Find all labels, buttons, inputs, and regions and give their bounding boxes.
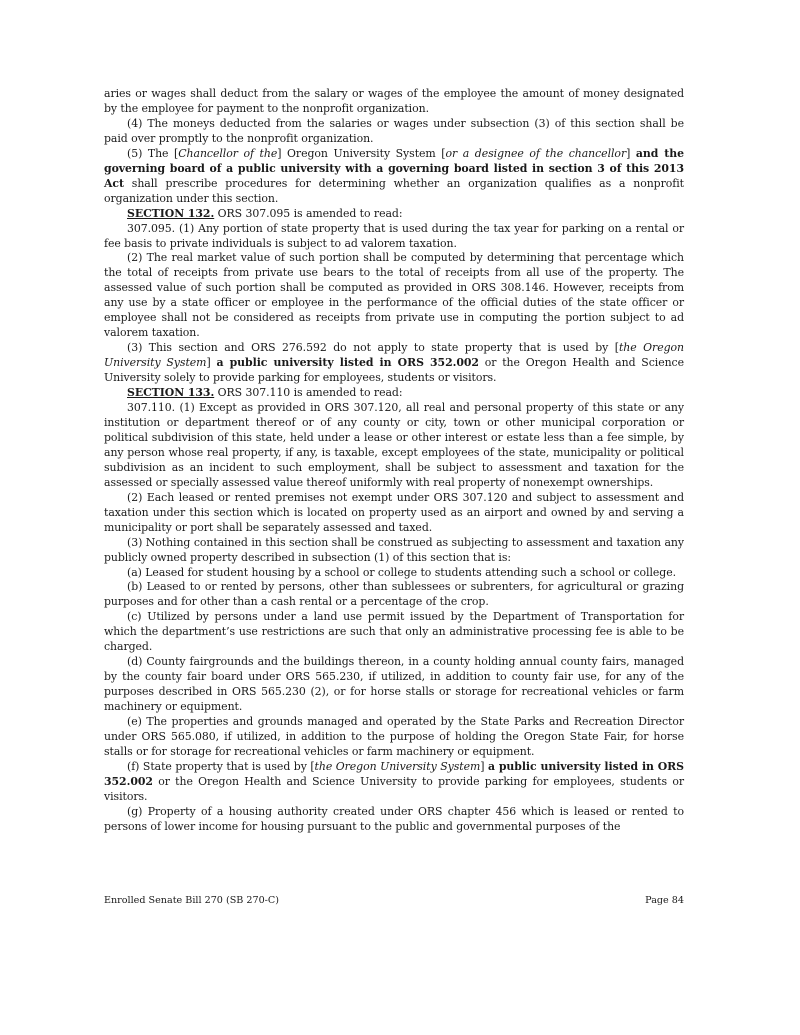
text-run: shall prescribe procedures for determining whether an organization qualifies as a nonprofit organization under this section. [104,176,684,205]
paragraph [104,580,684,610]
text-run: aries or wages shall deduct from the salary or wages of the employee the amount of money designated by the employee for payment to the nonprofit organization. [104,87,684,115]
amendment-added-text: and the governing board of a public university with a governing board listed in section 3 of this 2013 Act [104,146,684,190]
text-run: (a) Leased for student housing by a school or college to students attending such a school or college. [127,565,677,579]
text-run: ] [626,146,636,160]
text-run: (4) The moneys deducted from the salaries or wages under subsection (3) of this section shall be paid over promptly to the nonprofit organization. [104,116,684,145]
paragraph [104,147,684,207]
paragraph [104,386,684,401]
amendment-added-text: a public university listed in ORS 352.002 [216,356,479,370]
text-run: 307.110. (1) Except as provided in ORS 307.120, all real and personal property of this state or any institution or department thereof or of any county or city, town or other municipal corporation or political subdivision of this state, held under a lease or other interest or estate less than a fee simple, by any person whose real property, if any, is taxable, except employees of the state, municipality or political subdivision as an incident to such employment, shall be subject to assessment and taxation for the assessed or specially assessed value thereof uniformly with real property of nonexempt ownerships. [104,401,684,489]
amendment-deleted-text: the Oregon University System [314,759,481,773]
page-number: Page 84 [645,895,684,906]
paragraph [104,207,684,222]
paragraph [104,117,684,147]
paragraph [104,760,684,805]
text-run: 307.095. (1) Any portion of state property that is used during the tax year for parking on a rental or fee basis to private individuals is subject to ad valorem taxation. [104,221,684,250]
text-run: (5) The [ [127,146,179,160]
paragraph [104,251,684,341]
text-run: ] Oregon University System [ [277,146,446,160]
amendment-deleted-text: the Oregon University System [104,341,685,370]
text-run: (3) This section and ORS 276.592 do not apply to state property that is used by [ [127,341,619,355]
text-run: ] [480,759,488,773]
text-run: ] [206,356,217,370]
amendment-deleted-text: Chancellor of the [178,146,278,160]
amendment-deleted-text: or a designee of the chancellor [445,146,627,160]
text-run: (3) Nothing contained in this section shall be construed as subjecting to assessment and taxation any publicly owned property described in subsection (1) of this section that is: [104,535,684,564]
paragraph [104,536,684,566]
text-run: or the Oregon Health and Science University solely to provide parking for employees, students or visitors. [104,356,684,385]
text-run: (f) State property that is used by [ [127,759,315,773]
paragraph [104,655,684,715]
paragraph [104,341,684,386]
page-footer [104,895,684,906]
text-run: (2) Each leased or rented premises not exempt under ORS 307.120 and subject to assessment and taxation under this section which is located on property used as an airport and owned by and serving a municipality or port shall be separately assessed and taxed. [104,490,684,534]
document-body [104,87,684,835]
section-heading: SECTION 133. [127,386,215,400]
text-run: (b) Leased to or rented by persons, other than sublessees or subrenters, for agricultural or grazing purposes and for other than a cash rental or a percentage of the crop. [104,580,684,609]
section-heading: SECTION 132. [127,206,215,220]
paragraph [104,87,684,117]
amendment-added-text: a public university listed in ORS 352.002 [104,759,685,788]
paragraph [104,222,684,252]
paragraph [104,401,684,491]
paragraph [104,491,684,536]
text-run: (d) County fairgrounds and the buildings thereon, in a county holding annual county fairs, managed by the county fair board under ORS 565.230, if utilized, in addition to county fair use, for any of the purposes described in ORS 565.230 (2), or for horse stalls or storage for recreational vehicles or farm machinery or equipment. [104,655,684,714]
text-run: (c) Utilized by persons under a land use permit issued by the Department of Transportation for which the department’s use restrictions are such that only an administrative processing fee is able to be charged. [104,610,684,654]
text-run: ORS 307.095 is amended to read: [214,206,403,220]
paragraph [104,566,684,581]
paragraph [104,805,684,835]
text-run: or the Oregon Health and Science University to provide parking for employees, students or visitors. [104,774,684,803]
text-run: (e) The properties and grounds managed and operated by the State Parks and Recreation Director under ORS 565.080, if utilized, in addition to the purpose of holding the Oregon State Fair, for horse stalls or for storage for recreational vehicles or farm machinery or equipment. [104,715,684,758]
text-run: (g) Property of a housing authority created under ORS chapter 456 which is leased or rented to persons of lower income for housing pursuant to the public and governmental purposes of the [104,804,684,833]
bill-identifier: Enrolled Senate Bill 270 (SB 270-C) [104,895,279,906]
text-run: ORS 307.110 is amended to read: [214,386,403,400]
paragraph [104,715,684,760]
paragraph [104,610,684,655]
text-run: (2) The real market value of such portion shall be computed by determining that percentage which the total of receipts from private use bears to the total of receipts from all use of the property. The assessed value of such portion shall be computed as provided in ORS 308.146. However, receipts from any use by a state officer or employee in the performance of the official duties of the state officer or employee shall not be considered as receipts from private use in computing the portion subject to ad valorem taxation. [104,251,684,340]
